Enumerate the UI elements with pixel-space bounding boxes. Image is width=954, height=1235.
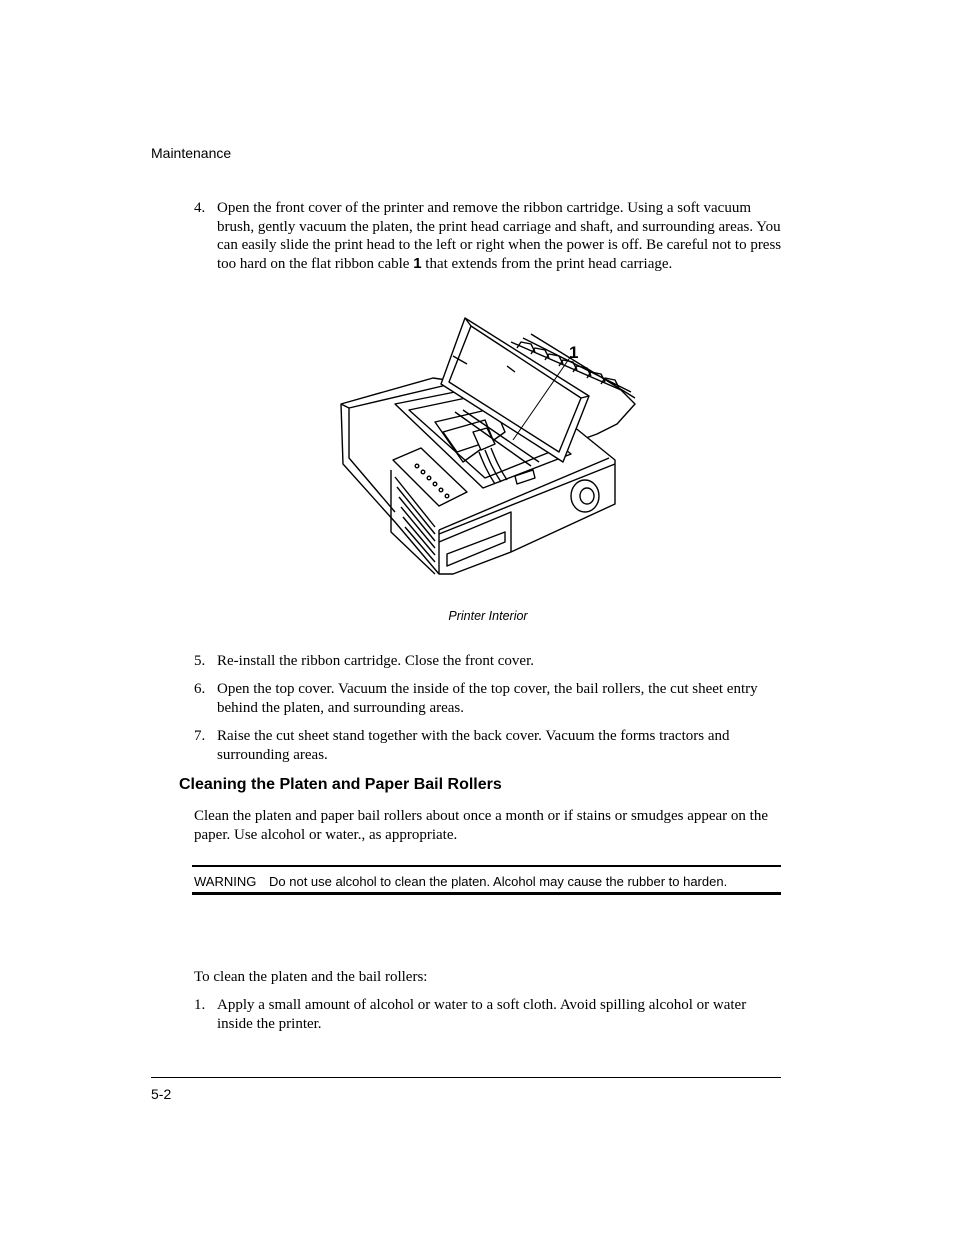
warning-text: Do not use alcohol to clean the platen. Alcohol may cause the rubber to harden. xyxy=(269,874,728,889)
step-6 xyxy=(194,680,784,717)
procedure-lead: To clean the platen and the bail rollers: xyxy=(194,969,428,985)
printer-illustration xyxy=(335,312,640,584)
step-text: Apply a small amount of alcohol or water to a soft cloth. Avoid spilling alcohol or water inside the printer. xyxy=(217,997,747,1032)
step-5 xyxy=(194,652,784,671)
step-number: 4. xyxy=(194,200,206,216)
step-number: 5. xyxy=(194,653,206,669)
warning-label: WARNING xyxy=(194,874,257,889)
section-intro: Clean the platen and paper bail rollers about once a month or if stains or smudges appear on the paper. Use alcohol or water., as appropriate. xyxy=(194,808,768,843)
callout-reference: 1 xyxy=(413,254,422,272)
page-number: 5-2 xyxy=(151,1086,172,1102)
figure-caption: Printer Interior xyxy=(448,609,528,623)
step-number: 1. xyxy=(194,997,206,1013)
step-text: Open the front cover of the printer and remove the ribbon cartridge. Using a soft vacuum brush, gently vacuum the platen, the print head carriage and shaft, and surrounding areas. You can easily slide the print head to the left or right when the power is off. Be careful not to press too hard on the flat ribbon cable 1 that extends from the print head carriage. xyxy=(217,200,782,272)
step-4 xyxy=(194,199,784,273)
step-text: Open the top cover. Vacuum the inside of the top cover, the bail rollers, the cut sheet entry behind the platen, and surrounding areas. xyxy=(217,681,758,716)
printer-interior-figure xyxy=(335,312,640,584)
figure-callout-1: 1 xyxy=(569,343,579,362)
procedure-step-1 xyxy=(194,996,784,1033)
warning-box xyxy=(192,865,781,895)
footer-rule xyxy=(151,1077,781,1078)
running-head: Maintenance xyxy=(151,145,232,161)
step-text: Raise the cut sheet stand together with the back cover. Vacuum the forms tractors and surrounding areas. xyxy=(217,728,730,763)
step-7 xyxy=(194,727,784,764)
step-number: 7. xyxy=(194,728,206,744)
section-heading: Cleaning the Platen and Paper Bail Rollers xyxy=(179,776,502,793)
step-number: 6. xyxy=(194,681,206,697)
step-text: Re-install the ribbon cartridge. Close the front cover. xyxy=(217,653,534,669)
